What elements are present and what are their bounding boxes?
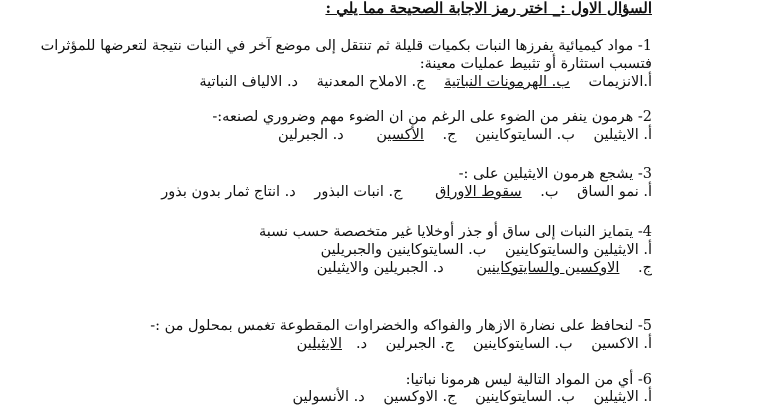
question-4-option-c bbox=[462, 260, 652, 276]
question-2-option-a: أ. الايثيلين bbox=[593, 127, 652, 143]
question-5-option-d-prefix: د. bbox=[355, 336, 368, 352]
question-5-option-d bbox=[283, 336, 367, 352]
question-1-stem-line-2: فتسبب استثارة أو تثبيط عمليات معينة: bbox=[419, 56, 652, 72]
question-5-option-d-answer: الايثيلين bbox=[296, 336, 342, 352]
question-3-option-a: أ. نمو الساق bbox=[577, 184, 652, 200]
question-4-options-row-2 bbox=[303, 260, 652, 277]
question-3-option-b-answer: سقوط الاوراق bbox=[435, 184, 522, 200]
question-4-stem: 4- يتمايز النبات إلى ساق أو جذر أوخلايا غير متخصصة حسب نسبة bbox=[258, 224, 652, 240]
question-6-options bbox=[278, 389, 652, 406]
question-4-option-d: د. الجبريلين والايثيلين bbox=[316, 260, 444, 276]
question-5-options bbox=[269, 336, 652, 353]
question-2-stem: 2- هرمون ينفر من الضوء على الرغم من ان الضوء مهم وضروري لصنعه:- bbox=[212, 109, 652, 125]
question-3-options bbox=[147, 184, 652, 201]
question-6-option-b: ب. السايتوكاينين bbox=[475, 389, 575, 405]
question-2-option-d: د. الجبرلين bbox=[278, 127, 344, 143]
question-3-option-c: ج. انبات البذور bbox=[314, 184, 403, 200]
question-5-option-b: ب. السايتوكاينين bbox=[472, 336, 573, 352]
question-1-option-b: ب. الهرمونات النباتية bbox=[444, 74, 570, 90]
question-4-option-c-answer: الاوكسين والسايتوكاينين bbox=[476, 260, 620, 276]
question-3-option-b bbox=[421, 184, 558, 200]
question-5-stem: 5- لنحافظ على نضارة الازهار والفواكه والخضراوات المقطوعة تغمس بمحلول من :- bbox=[150, 318, 652, 334]
question-5-option-c: ج. الجبرلين bbox=[385, 336, 455, 352]
question-5-option-a: أ. الاكسين bbox=[591, 336, 652, 352]
question-4-option-c-prefix: ج. bbox=[638, 260, 652, 276]
question-3-option-d: د. انتاج ثمار بدون بذور bbox=[161, 184, 296, 200]
question-6-option-d: د. الأنسولين bbox=[292, 389, 365, 405]
question-2-option-b: ب. السايتوكاينين bbox=[475, 127, 575, 143]
question-1-stem-line-1: 1- مواد كيميائية يفرزها النبات بكميات قليلة ثم تنتقل إلى موضع آخر في النبات نتيجة لتعرضها للمؤثرات bbox=[40, 38, 652, 54]
question-4-option-b: ب. السايتوكاينين والجبريلين bbox=[320, 242, 487, 258]
question-2-option-c bbox=[362, 127, 456, 143]
question-1-option-d: د. الالياف النباتية bbox=[199, 74, 299, 90]
question-6-stem: 6- أي من المواد التالية ليس هرمونا نباتيا: bbox=[405, 372, 652, 388]
question-1-options bbox=[185, 74, 652, 91]
question-3-option-b-prefix: ب. bbox=[540, 184, 559, 200]
question-6-option-a: أ. الايثيلين bbox=[593, 389, 652, 405]
question-4-options-row-1 bbox=[307, 242, 652, 259]
page-title: السؤال الاول :_ اختر رمز الاجابة الصحيحة مما يلي : bbox=[325, 0, 652, 17]
question-3-stem: 3- يشجع هرمون الايثيلين على :- bbox=[458, 166, 652, 182]
question-2-option-c-answer: الأكسين bbox=[376, 127, 424, 143]
question-6-option-c: ج. الاوكسين bbox=[383, 389, 457, 405]
question-2-options bbox=[264, 127, 652, 144]
question-2-option-c-prefix: ج. bbox=[442, 127, 457, 143]
question-1-option-c: ج. الاملاح المعدنية bbox=[316, 74, 426, 90]
question-4-option-a: أ. الايثيلين والسايتوكاينين bbox=[504, 242, 652, 258]
question-1-option-a: أ.الانزيمات bbox=[588, 74, 652, 90]
